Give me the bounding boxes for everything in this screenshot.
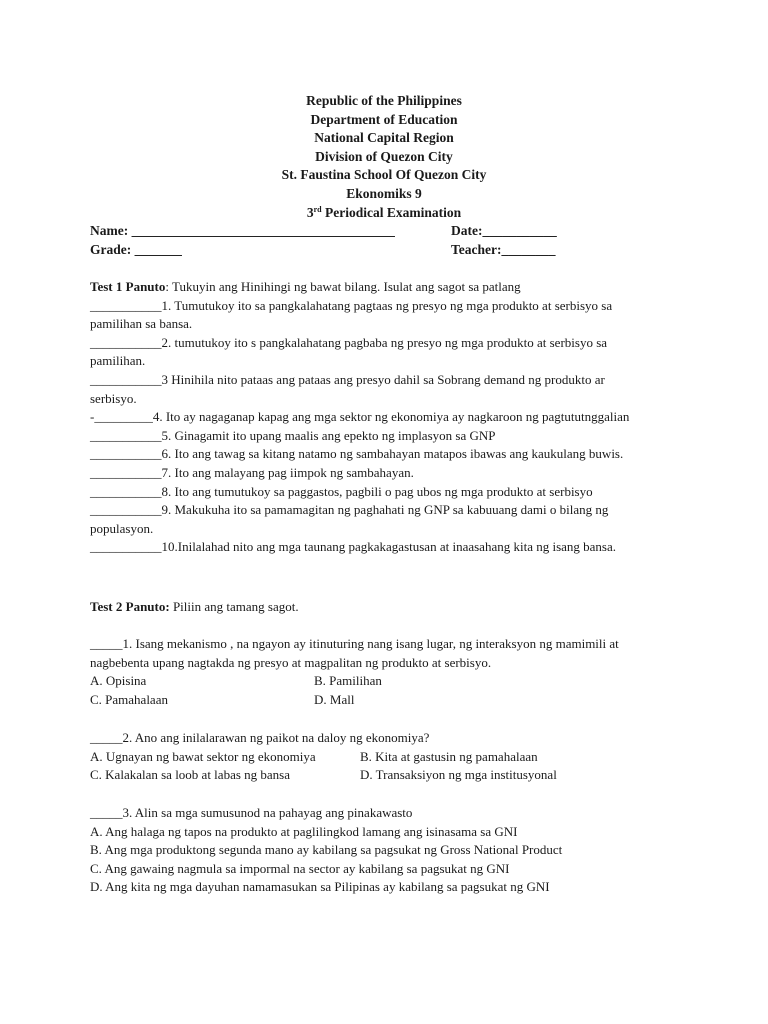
test2-title: Test 2 Panuto:	[90, 599, 170, 614]
teacher-field: Teacher:________	[451, 242, 556, 257]
question-1-choice-d: D. Mall	[314, 691, 355, 707]
header-subject: Ekonomiks 9	[346, 185, 422, 201]
question-2-choice-b: B. Kita at gastusin ng pamahalaan	[360, 748, 538, 764]
question-3-choice-a: A. Ang halaga ng tapos na produkto at paglilingkod lamang ang isinasama sa GNI	[90, 823, 518, 839]
question-2-choice-a: A. Ugnayan ng bawat sektor ng ekonomiya	[90, 748, 316, 764]
document-header	[0, 92, 768, 222]
test1-instruction: : Tukuyin ang Hinihingi ng bawat bilang. Isulat ang sagot sa patlang	[165, 279, 521, 294]
exam-title-text: Periodical Examination	[321, 204, 462, 220]
test1-title: Test 1 Panuto	[90, 279, 166, 294]
header-department: Department of Education	[310, 111, 458, 127]
test1-item-2-cont: pamilihan.	[90, 353, 146, 369]
test1-item-4: -_________4. Ito ay nagaganap kapag ang mga sektor ng ekonomiya ay nagkaroon ng pagtututnggalian	[90, 409, 630, 425]
test1-heading	[90, 278, 650, 297]
question-3-choice-b: B. Ang mga produktong segunda mano ay kabilang sa pagsukat ng Gross National Product	[90, 842, 563, 858]
question-2-choices-row-2	[90, 766, 650, 785]
test2-question-2	[90, 729, 650, 785]
test1-item-1: ___________1. Tumutukoy ito sa pangkalahatang pagtaas ng presyo ng mga produkto at serbisyo sa	[90, 297, 613, 313]
question-1-choice-c: C. Pamahalaan	[90, 691, 168, 707]
test1-item-3: ___________3 Hinihila nito pataas ang pataas ang presyo dahil sa Sobrang demand ng produkto ar	[90, 371, 605, 387]
test1-item-7: ___________7. Ito ang malayang pag iimpok ng sambahayan.	[90, 464, 414, 480]
question-2-text: _____2. Ano ang inilalarawan ng paikot na daloy ng ekonomiya?	[90, 730, 430, 745]
question-3-text: _____3. Alin sa mga sumusunod na pahayag ang pinakawasto	[90, 805, 413, 820]
name-date-row	[90, 222, 570, 241]
test1-item-6: ___________6. Ito ang tawag sa kitang natamo ng sambahayan matapos ibawas ang kaukulang buwis.	[90, 446, 624, 462]
test1-section	[90, 278, 650, 557]
question-1-text-cont: nagbebenta upang nagtakda ng presyo at magpalitan ng produkto at serbisyo.	[90, 654, 492, 670]
question-1-choices-row-2	[90, 691, 650, 710]
test2-heading	[90, 598, 650, 617]
grade-field: Grade: _______	[90, 242, 182, 257]
test1-item-1-cont: pamilihan sa bansa.	[90, 316, 193, 332]
header-school: St. Faustina School Of Quezon City	[281, 167, 487, 183]
test1-item-9: ___________9. Makukuha ito sa pamamagitan ng paghahati ng GNP sa kabuuang dami o bilang ng	[90, 502, 609, 518]
grade-teacher-row	[90, 241, 570, 260]
test1-item-10: ___________10.Inilalahad nito ang mga taunang pagkakagastusan at inaasahang kita ng isang bansa.	[90, 539, 616, 555]
question-1-choices-row-1	[90, 672, 650, 691]
exam-ordinal-suffix: rd	[313, 204, 322, 214]
test2-question-3	[90, 804, 650, 897]
test2-section	[90, 598, 650, 617]
question-2-choice-d: D. Transaksiyon ng mga institusyonal	[360, 767, 557, 783]
question-1-choice-a: A. Opisina	[90, 673, 147, 689]
name-field: Name: _______________________________________	[90, 223, 395, 238]
date-field: Date:___________	[451, 223, 557, 238]
question-3-choice-c: C. Ang gawaing nagmula sa impormal na sector ay kabilang sa pagsukat ng GNI	[90, 860, 510, 876]
test1-item-5: ___________5. Ginagamit ito upang maalis ang epekto ng implasyon sa GNP	[90, 427, 496, 443]
question-2-choice-c: C. Kalakalan sa loob at labas ng bansa	[90, 767, 290, 783]
test2-instruction: Piliin ang tamang sagot.	[169, 599, 299, 614]
question-2-choices-row-1	[90, 748, 650, 767]
header-exam-title	[0, 204, 768, 223]
question-1-choice-b: B. Pamilihan	[314, 673, 382, 689]
test2-question-1	[90, 635, 650, 709]
test1-item-9-cont: populasyon.	[90, 520, 154, 536]
test1-item-3-cont: serbisyo.	[90, 390, 137, 406]
header-region: National Capital Region	[314, 130, 454, 146]
exam-number: 3	[306, 204, 314, 220]
header-republic: Republic of the Philippines	[306, 93, 462, 108]
question-3-choice-d: D. Ang kita ng mga dayuhan namamasukan sa Pilipinas ay kabilang sa pagsukat ng GNI	[90, 879, 550, 895]
question-1-text: _____1. Isang mekanismo , na ngayon ay itinuturing nang isang lugar, ng interaksyon ng mamimili at	[90, 636, 619, 651]
test1-item-2: ___________2. tumutukoy ito s pangkalahatang pagbaba ng presyo ng mga produkto at serbisyo sa	[90, 334, 608, 350]
test1-item-8: ___________8. Ito ang tumutukoy sa paggastos, pagbili o pag ubos ng mga produkto at serbisyo	[90, 483, 593, 499]
header-division: Division of Quezon City	[315, 148, 453, 164]
